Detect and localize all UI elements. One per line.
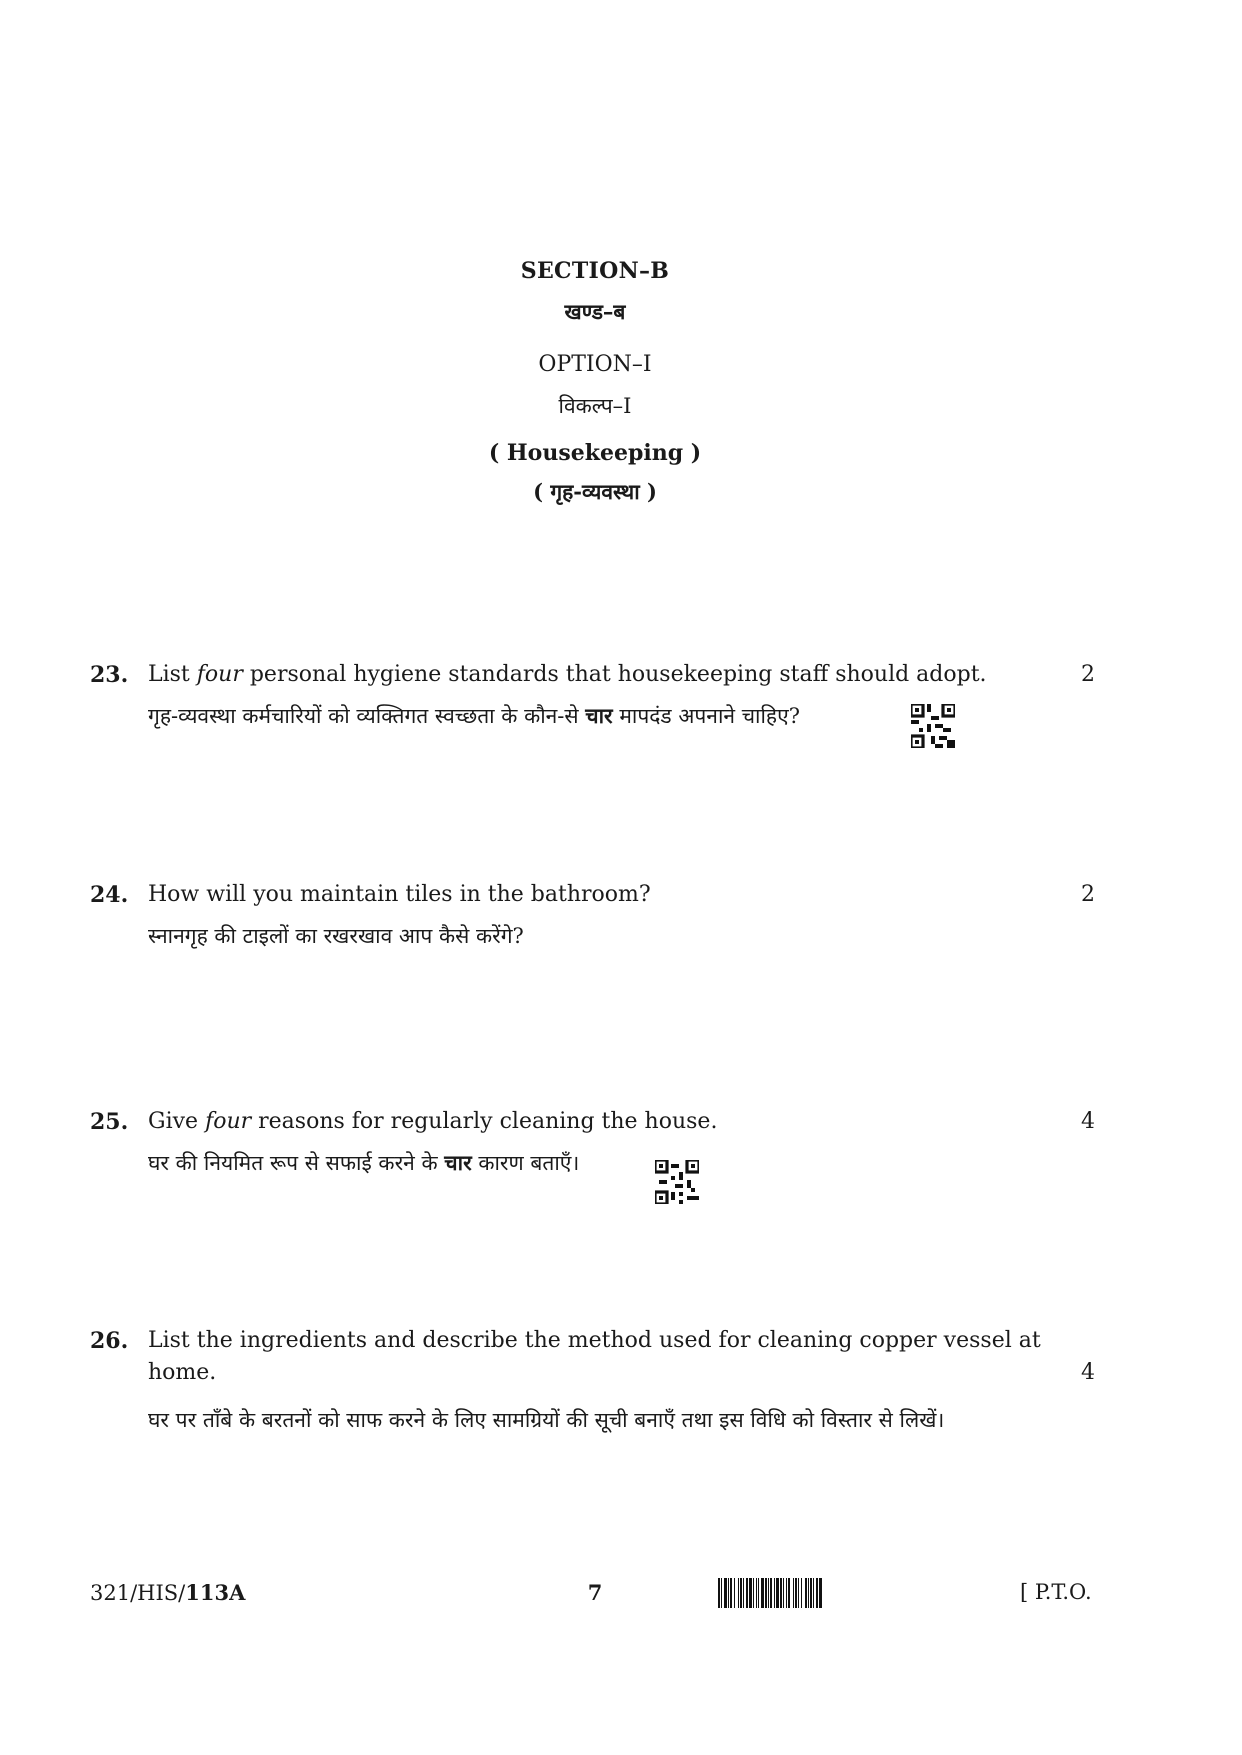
pto-label: [ P.T.O. (1020, 1580, 1092, 1604)
question-number: 23. (90, 662, 129, 688)
question-marks: 4 (1081, 1360, 1095, 1385)
question-text-hi: घर पर ताँबे के बरतनों को साफ करने के लिए सामग्रियों की सूची बनाएँ तथा इस विधि को विस्तार से लिखें। (148, 1408, 945, 1432)
page-number: 7 (587, 1580, 603, 1605)
qr-code-icon (655, 1160, 699, 1204)
barcode-icon (718, 1578, 998, 1608)
question-text-en: How will you maintain tiles in the bathroom? (148, 882, 651, 907)
section-title: SECTION–B (520, 258, 670, 284)
question-number: 24. (90, 882, 129, 908)
question-marks: 2 (1081, 662, 1095, 687)
topic-title: ( Housekeeping ) (488, 440, 702, 466)
question-number: 26. (90, 1328, 129, 1354)
topic-title-hindi: ( गृह-व्यवस्था ) (533, 479, 657, 504)
question-text-hi: गृह-व्यवस्था कर्मचारियों को व्यक्तिगत स्वच्छता के कौन-से चार मापदंड अपनाने चाहिए? (148, 703, 800, 728)
question-25 (90, 1109, 1095, 1175)
question-26 (90, 1328, 1095, 1432)
option-title: OPTION–I (538, 352, 652, 377)
qr-code-icon (911, 704, 955, 748)
question-text-en: List four personal hygiene standards that housekeeping staff should adopt. (148, 662, 987, 687)
paper-code: 321/HIS/113A (90, 1580, 246, 1605)
question-text-hi: स्नानगृह की टाइलों का रखरखाव आप कैसे करेंगे? (148, 924, 524, 948)
question-text-en: Give four reasons for regularly cleaning the house. (148, 1109, 718, 1134)
question-text-en-continued: home. (148, 1360, 217, 1385)
question-text-hi: घर की नियमित रूप से सफाई करने के चार कारण बताएँ। (148, 1150, 580, 1175)
question-23 (90, 662, 1095, 728)
question-text-en: List the ingredients and describe the method used for cleaning copper vessel at (148, 1328, 1041, 1353)
question-marks: 2 (1081, 882, 1095, 907)
question-marks: 4 (1081, 1109, 1095, 1134)
question-24 (90, 882, 1095, 948)
question-number: 25. (90, 1109, 129, 1135)
section-title-hindi: खण्ड–ब (564, 299, 626, 324)
option-title-hindi: विकल्प–I (558, 394, 632, 418)
